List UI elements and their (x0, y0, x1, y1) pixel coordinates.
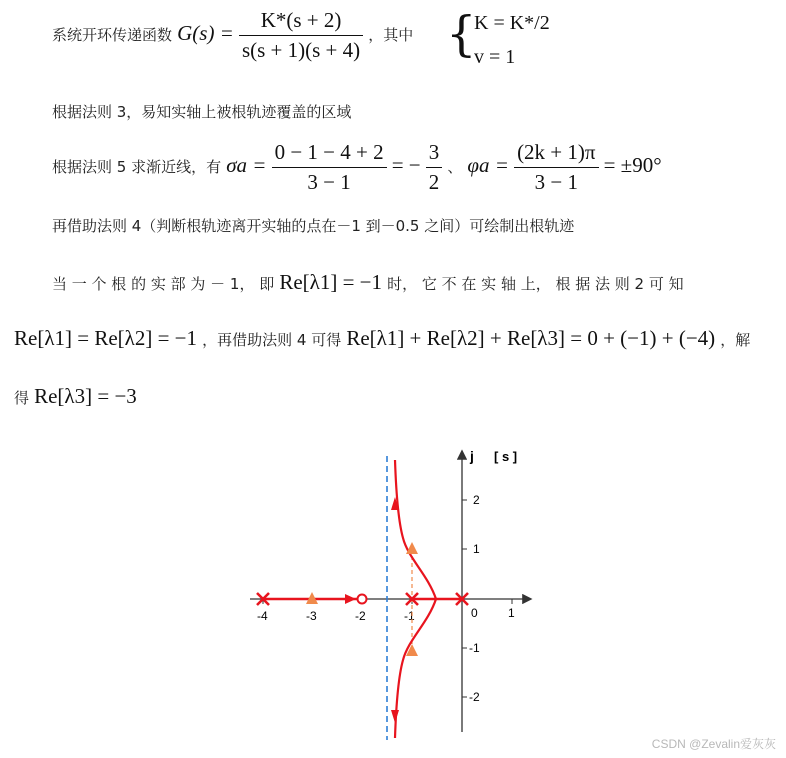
numerator: 3 (426, 140, 443, 168)
locus-branch-lower (395, 599, 436, 738)
text: 当 一 个 根 的 实 部 为 － 1， 即 (52, 275, 275, 293)
x-tick-label: -4 (257, 609, 268, 623)
math: Re[λ1] + Re[λ2] + Re[λ3] = 0 + (−1) + (−4) (346, 326, 716, 350)
x-tick-label: -2 (355, 609, 366, 623)
text: 系统开环传递函数 (52, 26, 173, 44)
left-brace: { (446, 6, 477, 62)
denominator: 3 − 1 (307, 170, 351, 194)
denominator: s(s + 1)(s + 4) (241, 38, 361, 62)
direction-arrow (345, 594, 356, 604)
text: ，再借助法则 4 可得 (202, 331, 342, 349)
axis-unit-label: [ s ] (494, 449, 518, 464)
text: 根据法则 5 求渐近线，有 (52, 158, 222, 176)
numerator: (2k + 1)π (514, 140, 598, 168)
system-eq-2: v = 1 (474, 46, 516, 68)
direction-arrow (391, 710, 399, 723)
math: φa = (467, 153, 509, 177)
denominator: 2 (428, 170, 440, 194)
numerator: K*(s + 2) (239, 8, 363, 36)
text: 时， 它 不 在 实 轴 上， 根 据 法 则 2 可 知 (387, 275, 684, 293)
text: 、 (447, 158, 463, 176)
math: Re[λ1] = Re[λ2] = −1 (14, 326, 198, 350)
y-tick-label: -1 (469, 641, 480, 655)
text: ，其中 (368, 26, 414, 44)
rule4-line: 再借助法则 4（判断根轨迹离开实轴的点在－1 到－0.5 之间）可绘制出根轨迹 (52, 217, 575, 235)
math: σa = (226, 153, 267, 177)
locus-branch-upper (395, 460, 436, 599)
watermark: CSDN @Zevalin爱灰灰 (651, 737, 776, 751)
x-tick-label: -1 (404, 609, 415, 623)
x-tick-label: -3 (306, 609, 317, 623)
math: = ±90° (603, 153, 662, 177)
numerator: 0 − 1 − 4 + 2 (272, 140, 387, 168)
system-eq-1: K = K*/2 (474, 12, 550, 34)
math: G(s) = (177, 21, 234, 45)
math: = − (391, 153, 421, 177)
text: ，解 (720, 331, 751, 349)
zero-marker (358, 595, 367, 604)
y-tick-label: 2 (473, 493, 480, 507)
math: Re[λ1] = −1 (279, 270, 383, 294)
x-tick-label: 0 (471, 606, 478, 620)
y-tick-label: -2 (469, 690, 480, 704)
x-tick-label: 1 (508, 606, 515, 620)
imag-axis-label: j (470, 448, 474, 464)
math: Re[λ3] = −3 (34, 384, 137, 408)
denominator: 3 − 1 (534, 170, 578, 194)
y-tick-label: 1 (473, 542, 480, 556)
rule3-line: 根据法则 3，易知实轴上被根轨迹覆盖的区域 (52, 103, 352, 121)
text: 得 (14, 389, 30, 407)
